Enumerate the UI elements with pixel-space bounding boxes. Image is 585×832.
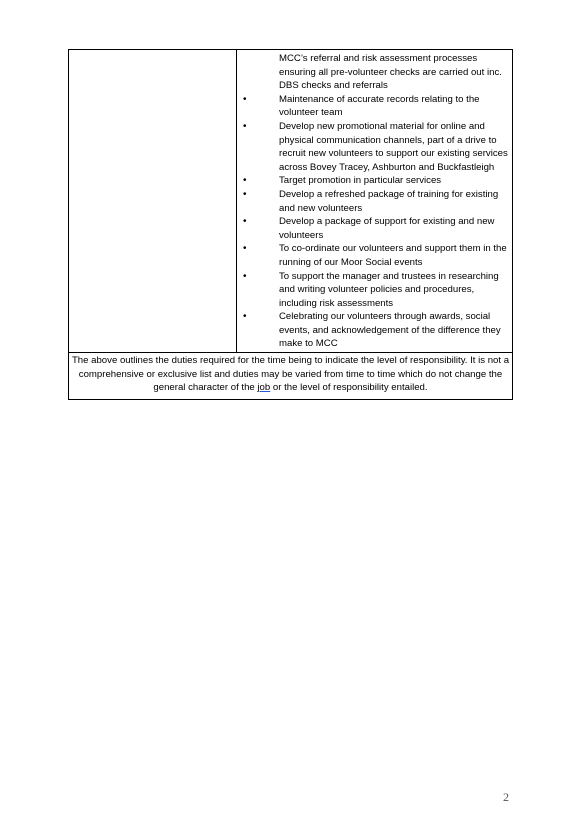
duty-text: Develop new promotional material for online and physical communication channels, part of a drive to recruit new volunteers to support our existing services across Bovey Tracey, Ashburton and Buckfastleigh [279,120,508,173]
duty-text: To co-ordinate our volunteers and support them in the running of our Moor Social events [279,243,507,268]
empty-left-cell [69,50,237,353]
bullet-icon: • [243,188,247,200]
duty-item [237,242,508,269]
bullet-icon: • [243,175,247,187]
duty-item [237,310,508,351]
bullet-icon: • [243,120,247,132]
page-number: 2 [503,790,509,804]
duty-text: Target promotion in particular services [279,175,442,187]
bullet-icon: • [243,311,247,323]
note-text-after: or the level of responsibility entailed. [270,382,428,394]
duties-row [69,50,513,353]
responsibility-note [69,353,513,400]
duty-item [237,270,508,311]
duty-text: Develop a refreshed package of training for existing and new volunteers [279,188,499,214]
duty-text: Maintenance of accurate records relating to the volunteer team [279,93,480,119]
duty-item [237,120,508,174]
note-row [69,353,513,400]
duty-item [237,188,508,215]
bullet-icon: • [243,93,247,105]
duty-text: Develop a package of support for existing and new volunteers [279,216,495,241]
duty-item [237,93,508,120]
duty-item [237,174,508,188]
duties-table [68,49,513,400]
bullet-icon: • [243,243,247,255]
bullet-icon: • [243,216,247,228]
duty-continuation: MCC’s referral and risk assessment processes ensuring all pre-volunteer checks are carried out inc. DBS checks and referrals [279,53,502,92]
duty-list [237,52,508,351]
note-text-before: The above outlines the duties required for the time being to indicate the level of responsibility. It is not a comprehensive or exclusive list and duties may be varied from time to time which do not change the general character of the [71,355,510,394]
job-link[interactable]: job [257,382,271,394]
duty-text: Celebrating our volunteers through awards, social events, and acknowledgement of the difference they make to MCC [279,311,501,350]
bullet-icon: • [243,270,247,282]
duty-item [237,215,508,242]
duty-text: To support the manager and trustees in researching and writing volunteer policies and procedures, including risk assessments [279,270,499,309]
duties-cell [237,50,513,353]
